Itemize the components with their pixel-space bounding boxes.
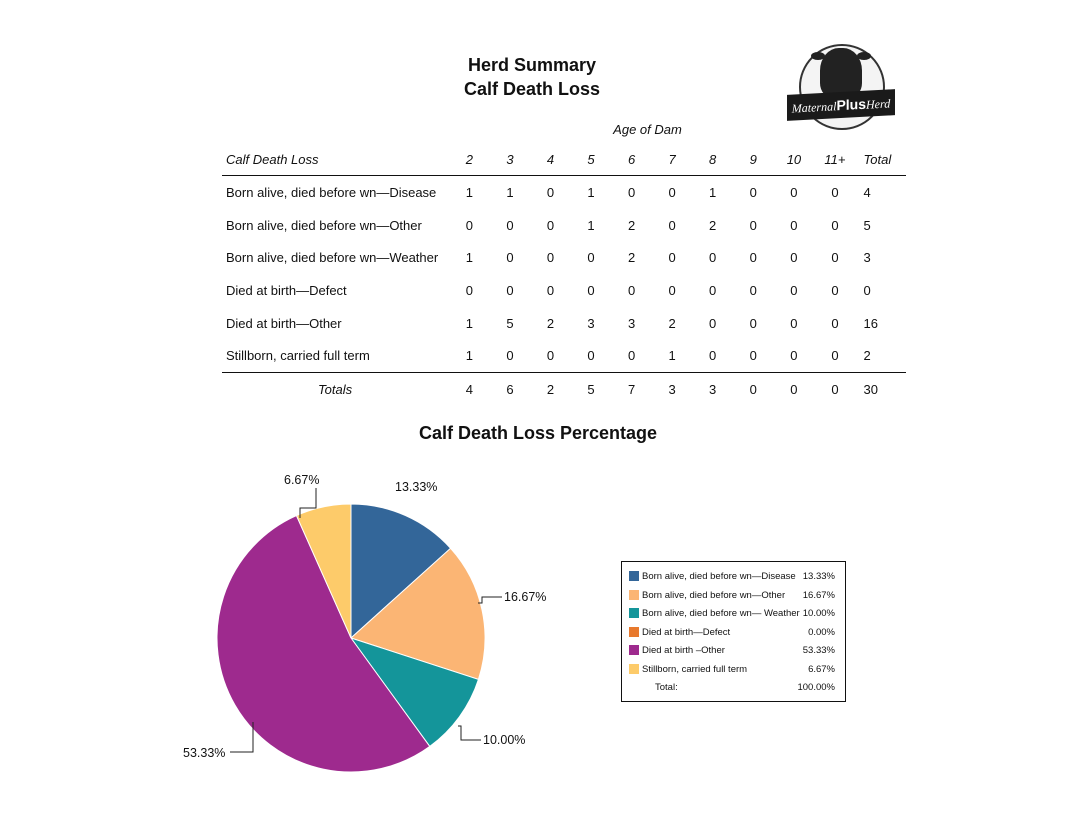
legend-value: 13.33% [802, 571, 835, 582]
table-cell: 1 [465, 315, 473, 331]
legend-swatch [629, 571, 639, 581]
row-total: 3 [863, 250, 871, 266]
row-label: Born alive, died before wn—Disease [226, 184, 437, 200]
legend-item [622, 624, 845, 643]
table-cell: 0 [749, 315, 757, 331]
table-cell: 3 [587, 315, 595, 331]
legend-label: Born alive, died before wn—Other [642, 589, 786, 601]
table-row [222, 241, 906, 274]
table-cell: 0 [790, 250, 798, 266]
totals-cell: 0 [733, 373, 774, 406]
table-cell: 0 [587, 282, 595, 298]
table-cell: 0 [790, 217, 798, 233]
table-cell: 0 [627, 282, 636, 298]
table-row [222, 176, 906, 209]
table-cell: 0 [709, 315, 717, 331]
totals-row [222, 373, 906, 406]
table-row [222, 209, 906, 242]
leader-line [230, 722, 253, 752]
table-cell: 0 [749, 217, 757, 233]
table-cell: 1 [587, 217, 595, 233]
table-cell: 0 [749, 250, 757, 266]
legend-label: Born alive, died before wn— Weather [642, 608, 800, 619]
table-cell: 0 [790, 184, 798, 200]
table-cell: 0 [465, 282, 473, 298]
table-cell: 0 [506, 250, 514, 266]
table-cell: 0 [790, 282, 798, 298]
chart-title: Calf Death Loss Percentage [418, 423, 658, 443]
table-cell: 0 [790, 315, 798, 331]
col-header: 8 [692, 143, 733, 176]
table-header-row [222, 143, 906, 176]
legend-value: 0.00% [808, 626, 835, 638]
table-cell: 0 [709, 348, 717, 364]
legend-swatch [629, 627, 639, 637]
table-cell: 0 [668, 282, 676, 298]
legend-swatch [629, 664, 639, 674]
table-cell: 0 [668, 217, 676, 233]
col-header: 9 [733, 143, 774, 176]
totals-cell: 0 [814, 373, 855, 406]
table-cell: 0 [709, 250, 717, 266]
table-cell: 0 [506, 348, 514, 364]
table-cell: 0 [831, 250, 839, 266]
table-cell: 0 [546, 217, 555, 233]
legend-value: 53.33% [802, 645, 835, 656]
table-cell: 1 [465, 348, 473, 364]
row-header: Calf Death Loss [222, 143, 449, 176]
row-total: 0 [863, 282, 871, 298]
table-cell: 0 [709, 282, 717, 298]
table-cell: 0 [831, 282, 839, 298]
legend-label: Born alive, died before wn—Disease [642, 571, 796, 582]
table-cell: 0 [831, 217, 839, 233]
table-row [222, 274, 906, 307]
totals-cell: 6 [490, 373, 531, 406]
leader-line [458, 726, 481, 740]
table-cell: 3 [627, 315, 636, 331]
table-cell: 0 [831, 184, 839, 200]
table-row [222, 339, 906, 372]
legend-item [622, 587, 845, 606]
table-cell: 0 [546, 348, 555, 364]
col-header: 2 [449, 143, 490, 176]
row-total: 4 [863, 184, 871, 200]
table-cell: 2 [627, 217, 636, 233]
total-header: Total [856, 143, 906, 176]
legend-total-value: 100.00% [797, 682, 835, 693]
calf-death-loss-table [222, 143, 906, 405]
legend-item [622, 642, 845, 661]
legend-value: 6.67% [808, 663, 835, 675]
legend-item [622, 661, 845, 680]
table-cell: 0 [465, 217, 473, 233]
table-cell: 0 [749, 184, 757, 200]
totals-label: Totals [222, 373, 449, 406]
legend-value: 10.00% [802, 608, 835, 619]
legend-swatch [629, 608, 639, 618]
totals-cell: 5 [571, 373, 612, 406]
row-label: Born alive, died before wn—Weather [226, 250, 439, 266]
totals-cell: 3 [692, 373, 733, 406]
table-cell: 0 [546, 184, 555, 200]
col-header: 6 [611, 143, 652, 176]
legend-item [622, 568, 845, 587]
table-cell: 0 [627, 348, 636, 364]
totals-cell: 4 [449, 373, 490, 406]
table-cell: 0 [587, 250, 595, 266]
table-cell: 2 [627, 250, 636, 266]
report-title: Herd Summary [467, 55, 597, 75]
table-cell: 0 [506, 217, 514, 233]
table-cell: 1 [506, 184, 514, 200]
table-cell: 0 [546, 250, 555, 266]
row-total: 2 [863, 348, 871, 364]
table-cell: 2 [668, 315, 676, 331]
grand-total: 30 [856, 373, 906, 406]
table-cell: 2 [709, 217, 717, 233]
slice-label: 16.67% [504, 590, 547, 604]
table-cell: 0 [627, 184, 636, 200]
row-label: Stillborn, carried full term [226, 348, 370, 364]
legend-swatch [629, 645, 639, 655]
col-header: 7 [652, 143, 693, 176]
col-header: 3 [490, 143, 531, 176]
table-cell: 0 [506, 282, 514, 298]
legend-item [622, 605, 845, 624]
maternal-plus-herd-logo [785, 38, 900, 138]
row-label: Died at birth—Other [226, 315, 342, 331]
table-cell: 5 [506, 315, 514, 331]
table-cell: 0 [587, 348, 595, 364]
table-cell: 0 [831, 315, 839, 331]
legend-label: Died at birth—Defect [642, 626, 731, 638]
table-cell: 1 [709, 184, 717, 200]
totals-cell: 2 [530, 373, 571, 406]
row-label: Died at birth—Defect [226, 282, 347, 298]
legend-swatch [629, 590, 639, 600]
legend-value: 16.67% [802, 589, 835, 601]
legend-total-label: Total: [655, 682, 678, 693]
table-cell: 1 [668, 348, 676, 364]
slice-label: 53.33% [183, 746, 226, 760]
legend-label: Died at birth –Other [642, 645, 725, 656]
col-header: 5 [571, 143, 612, 176]
row-total: 5 [863, 217, 871, 233]
slice-label: 10.00% [483, 733, 526, 747]
table-cell: 1 [587, 184, 595, 200]
table-cell: 0 [749, 282, 757, 298]
table-cell: 0 [546, 282, 555, 298]
leader-line [478, 597, 502, 603]
slice-label: 13.33% [395, 480, 438, 494]
age-of-dam-label: Age of Dam [613, 122, 682, 137]
slice-label: 6.67% [284, 473, 320, 487]
report-subtitle: Calf Death Loss [463, 79, 601, 99]
table-cell: 0 [668, 184, 676, 200]
table-cell: 0 [668, 250, 676, 266]
totals-cell: 3 [652, 373, 693, 406]
totals-cell: 7 [611, 373, 652, 406]
table-cell: 0 [790, 348, 798, 364]
col-header: 10 [773, 143, 814, 176]
totals-cell: 0 [773, 373, 814, 406]
table-cell: 1 [465, 184, 473, 200]
row-total: 16 [863, 315, 878, 331]
chart-legend [621, 561, 846, 702]
legend-total [622, 679, 845, 698]
table-cell: 1 [465, 250, 473, 266]
table-cell: 0 [831, 348, 839, 364]
legend-label: Stillborn, carried full term [642, 663, 748, 675]
col-header: 4 [530, 143, 571, 176]
col-header: 11+ [814, 143, 855, 176]
table-cell: 2 [546, 315, 555, 331]
row-label: Born alive, died before wn—Other [226, 217, 422, 233]
logo-banner: MaternalPlusHerd [787, 89, 895, 121]
table-cell: 0 [749, 348, 757, 364]
table-row [222, 307, 906, 340]
pie-chart [0, 460, 620, 790]
